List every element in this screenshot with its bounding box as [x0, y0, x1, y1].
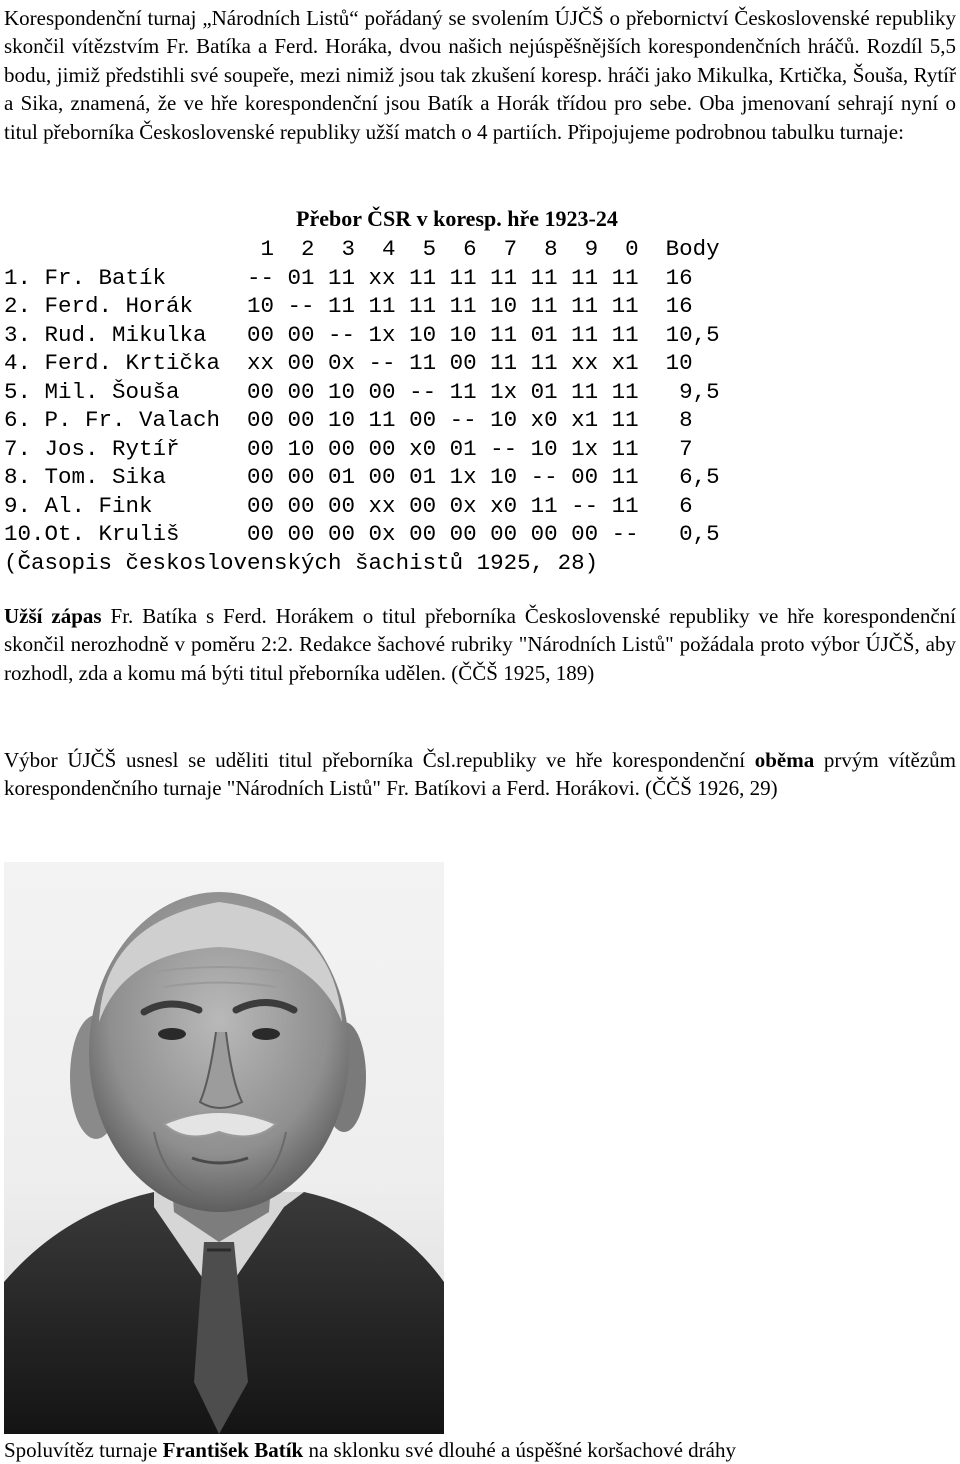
crosstable-row: 10.Ot. Kruliš 00 00 00 0x 00 00 00 00 00 -- 0,5	[4, 521, 720, 547]
caption-suffix: na sklonku své dlouhé a úspěšné koršachové dráhy	[303, 1438, 736, 1462]
crosstable-row: 4. Ferd. Krtička xx 00 0x -- 11 00 11 11 xx x1 10	[4, 350, 693, 376]
portrait-photo	[4, 862, 444, 1434]
intro-paragraph: Korespondenční turnaj „Národních Listů“ pořádaný se svolením ÚJČŠ o přebornictví Československé republiky skončil vítězstvím Fr. Batíka a Ferd. Horáka, dvou našich nejúspěšnějších korespondenčních hráčů. Rozdíl 5,5 bodu, jimiž předstihli své soupeře, mezi nimiž jsou tak zkušení koresp. hráči jako Mikulka, Krtička, Šouša, Rytíř a Sika, znamená, že ve hře korespondenční jsou Batík a Horák třídou pro sebe. Oba jmenovaní sehrají nyní o titul přeborníka Československé republiky užší match o 4 partiích. Připojujeme podrobnou tabulku turnaje:	[4, 6, 956, 144]
crosstable-row: 2. Ferd. Horák 10 -- 11 11 11 11 10 11 11 11 16	[4, 293, 693, 319]
crosstable-title: Přebor ČSR v koresp. hře 1923-24	[296, 206, 618, 231]
caption-prefix: Spoluvítěz turnaje	[4, 1438, 163, 1462]
decision-emphasis: oběma	[754, 748, 815, 772]
match-label: Užší zápas	[4, 604, 102, 628]
crosstable-source: (Časopis československých šachistů 1925, 28)	[4, 549, 599, 576]
photo-caption	[4, 1436, 736, 1464]
crosstable-row: 1. Fr. Batík -- 01 11 xx 11 11 11 11 11 11 16	[4, 264, 693, 291]
crosstable-header: 1 2 3 4 5 6 7 8 9 0 Body	[4, 236, 720, 262]
decision-text-after: prvým vítězům korespondenčního turnaje "Národních Listů" Fr. Batíkovi a Ferd. Horákovi. (ČČŠ 1926, 29)	[4, 748, 956, 801]
crosstable-row: 6. P. Fr. Valach 00 00 10 11 00 -- 10 x0 x1 11 8	[4, 407, 693, 433]
match-text: Fr. Batíka s Ferd. Horákem o titul přeborníka Československé republiky ve hře korespondenční skončil nerozhodně v poměru 2:2. Redakce šachové rubriky "Národních Listů" požádala proto výbor ÚJČŠ, aby rozhodl, zda a komu má býti titul přeborníka udělen. (ČČŠ 1925, 189)	[4, 604, 956, 685]
crosstable-row: 5. Mil. Šouša 00 00 10 00 -- 11 1x 01 11 11 9,5	[4, 378, 720, 405]
decision-paragraph	[4, 746, 956, 803]
crosstable-row: 7. Jos. Rytíř 00 10 00 00 x0 01 -- 10 1x 11 7	[4, 435, 693, 462]
caption-name: František Batík	[162, 1438, 304, 1462]
match-paragraph	[4, 602, 956, 687]
decision-text-before: Výbor ÚJČŠ usnesl se uděliti titul přeborníka Čsl.republiky ve hře korespondenční	[4, 748, 755, 772]
crosstable-row: 3. Rud. Mikulka 00 00 -- 1x 10 10 11 01 11 11 10,5	[4, 321, 720, 348]
crosstable-row: 9. Al. Fink 00 00 00 xx 00 0x x0 11 -- 11 6	[4, 492, 693, 519]
crosstable-row: 8. Tom. Sika 00 00 01 00 01 1x 10 -- 00 11 6,5	[4, 464, 720, 490]
portrait-photo-icon	[4, 862, 444, 1434]
crosstable	[4, 235, 720, 577]
